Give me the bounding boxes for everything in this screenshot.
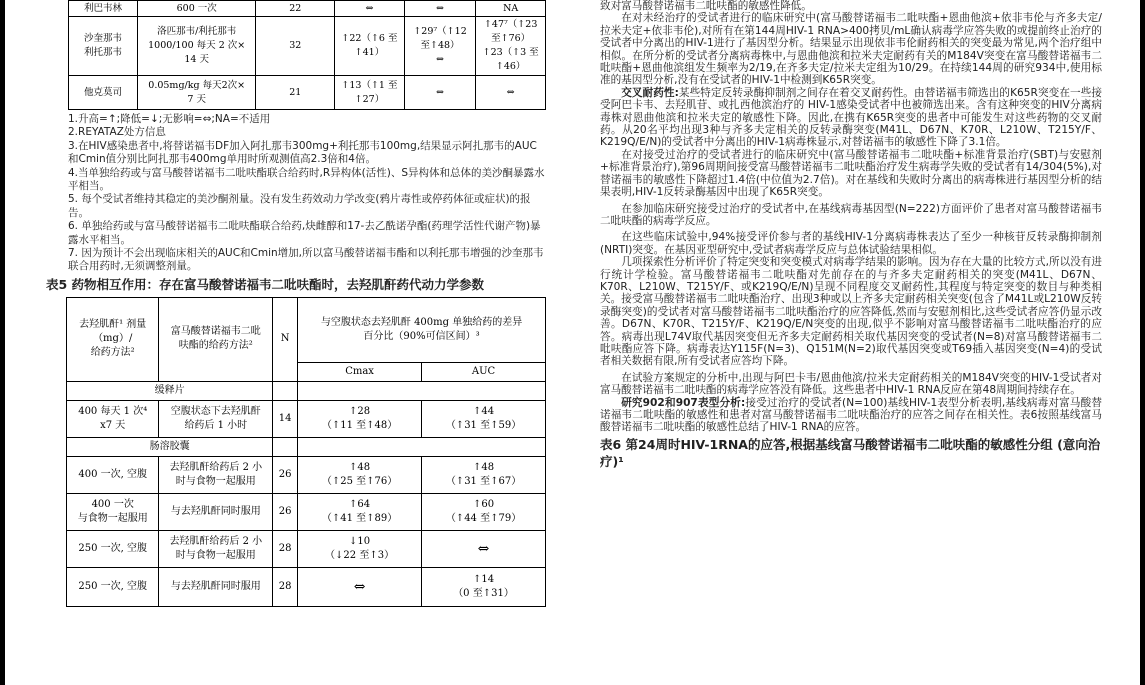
table-cell: 21 (256, 76, 335, 110)
table-footnotes (68, 113, 546, 274)
paragraph-heading: 研究902和907表型分析: (621, 396, 746, 409)
interaction-table-continued (68, 0, 546, 110)
right-column (600, 0, 1102, 470)
paragraph: 在对未经治疗的受试者进行的临床研究中(富马酸替诺福韦二吡呋酯+恩曲他滨+依非韦伦与齐多夫定/拉米夫定+依非韦伦),对所有在第144周HIV-1 RNA>400拷贝/mL确认病毒学应答失败的或提前终止治疗的受试者中分离出的HIV-1进行了基因型分析。结果显示出现依非韦伦耐药相关的突变最为常见,两个治疗组中相似。在所分析的受试者分离病毒株中,与恩曲他滨和拉米夫定耐药有关的M184V突变在富马酸替诺福韦二吡呋酯+恩曲他滨组发生频率为2/19,在齐多夫定/拉米夫定组为10/29。在持续144周的研究934中,使用标准的基因型分析,没有在受试者的HIV-1中检测到K65R突变。 (600, 12, 1102, 87)
footnote: 3.在HIV感染患者中,将替诺福韦DF加入阿扎那韦300mg+利托那韦100mg,结果显示阿扎那韦的AUC和Cmin值分别比阿扎那韦400mg单用时所观测值高2.3倍和4倍。 (68, 139, 537, 166)
header-cell: N (273, 297, 298, 381)
table-cell: ⇔ (476, 76, 546, 110)
table-cell: 利巴韦林 (69, 1, 138, 17)
table-cell: ↑48 （↑25 至↑76） (298, 456, 422, 493)
table6-caption: 表6 第24周时HIV-1RNA的应答,根据基线富马酸替诺福韦二吡呋酯的敏感性分组 (意向治疗)¹ (600, 436, 1101, 469)
footnote: 4.当单独给药或与富马酸替诺福韦二吡呋酯联合给药时,R异构体(活性)、S异构体和总体的美沙酮暴露水平相当。 (68, 166, 545, 193)
table-cell: 250 一次, 空腹 (67, 567, 159, 606)
table-cell: ⇔ (422, 530, 546, 567)
header-cell-auc: AUC (422, 362, 546, 381)
section-label: 肠溶胶囊 (67, 437, 273, 456)
table-cell (273, 437, 298, 456)
table-cell: ⇔ (404, 76, 476, 110)
table-header-row (67, 297, 546, 362)
table-row (67, 400, 546, 437)
table-cell: 去羟肌酐给药后 2 小 时与食物一起服用 (159, 530, 273, 567)
left-black-border (0, 0, 5, 685)
table-cell (298, 381, 546, 400)
table-cell: 600 一次 (137, 1, 256, 17)
paragraph: 在这些临床试验中,94%接受评价参与者的基线HIV-1分离病毒株表达了至少一种核苷反转录酶抑制剂(NRTI)突变。在基因亚型研究中,受试者病毒学反应与总体试验结果相似。 (600, 231, 1102, 256)
table-cell (273, 381, 298, 400)
paragraph: 在试验方案规定的分析中,出现与阿巴卡韦/恩曲他滨/拉米夫定耐药相关的M184V突变的HIV-1受试者对富马酸替诺福韦二吡呋酯的病毒学应答没有降低。这些患者中HIV-1 RNA反应在第48周期间持续存在。 (600, 371, 1102, 397)
paragraph: 几项探索性分析评价了特定突变和突变模式对病毒学结果的影响。因为存在大量的比较方式,所以没有进行统计学检验。富马酸替诺福韦二吡呋酯对先前存在的与齐多夫定耐药相关的突变(M41L、D67N、K70R、L210W、T215Y/F、或K219Q/E/N)呈现不同程度交叉耐药性,其程度与特定突变的数目与种类相关。接受富马酸替诺福韦二吡呋酯治疗、出现3种或以上齐多夫定耐药相关突变(包含了M41L或L210W反转录酶突变)的受试者对富马酸替诺福韦二吡呋酯治疗的应答降低,然而与安慰剂相比,这些受试者应答仍显示改善。D67N、K70R、T215Y/F、K219Q/E/N突变的出现,似乎不影响对富马酸替诺福韦二吡呋酯治疗的应答。病毒出现L74V取代基因突变但无齐多夫定耐药相关取代基因突变的受试者(N=8)对富马酸替诺福韦二吡呋酯应答下降。病毒表达Y115F(N=3)、Q151M(N=2)取代基因突变或T69插入基因突变(N=4)的受试者相关数据有限,所有受试者应答均下降。 (600, 256, 1102, 368)
table-cell: ⇔ (298, 567, 422, 606)
paragraph-heading: 交叉耐药性: (621, 86, 679, 99)
table-row (67, 567, 546, 606)
right-black-border (1140, 0, 1145, 685)
table-cell: ↑44 （↑31 至↑59） (422, 400, 546, 437)
table-cell: ↑48 （↑31 至↑67） (422, 456, 546, 493)
footnote: 6. 单独给药或与富马酸替诺福韦二吡呋酯联合给药,炔雌醇和17-去乙酰诺孕酯(药理学活性代谢产物)暴露水平相当。 (68, 220, 541, 246)
table-cell: 26 (273, 456, 298, 493)
header-cell-cmax: Cmax (298, 362, 422, 381)
table-cell: ⇔ (335, 1, 405, 17)
table-cell: NA (476, 1, 546, 17)
table-cell: ↑64 （↑41 至↑89） (298, 493, 422, 530)
table-cell: 沙奎那韦 利托那韦 (69, 17, 138, 76)
table-cell: ↑60 （↑44 至↑79） (422, 493, 546, 530)
paragraph: 研究902和907表型分析:接受过治疗的受试者(N=100)基线HIV-1表型分析表明,基线病毒对富马酸替诺福韦二吡呋酯的敏感性和患者对富马酸替诺福韦二吡呋酯治疗的应答之间存在相关性。表6按照基线富马酸替诺福韦二吡呋酯的敏感性总结了HIV-1 RNA的应答。 (600, 396, 1102, 434)
table-row (69, 76, 546, 110)
footnote: 5. 每个受试者维持其稳定的美沙酮剂量。没有发生药效动力学改变(鸦片毒性或停药体征或症状)的报告。 (68, 193, 531, 219)
footnote: 7. 因为预计不会出现临床相关的AUC和Cmin增加,所以富马酸替诺福韦酯和以利托那韦增强的沙奎那韦联合用药时,无须调整剂量。 (68, 247, 544, 273)
table-cell: 28 (273, 530, 298, 567)
table-cell: ⇔ (404, 1, 476, 17)
footnote: 1.升高=↑;降低=↓;无影响=⇔;NA=不适用 (68, 113, 271, 125)
header-cell: 富马酸替诺福韦二吡 呋酯的给药方法² (159, 297, 273, 381)
table-cell: 洛匹那韦/利托那韦 1000/100 每天 2 次× 14 天 (137, 17, 256, 76)
table-cell: 他克莫司 (69, 76, 138, 110)
table-cell: 与去羟肌酐同时服用 (159, 493, 273, 530)
table-cell: 250 一次, 空腹 (67, 530, 159, 567)
footnote: 2.REYATAZ处方信息 (68, 126, 166, 139)
table-row (69, 17, 546, 76)
section-label: 缓释片 (67, 381, 273, 400)
paragraph: 致对富马酸替诺福韦二吡呋酯的敏感性降低。 (600, 0, 812, 12)
table-cell: 400 一次 与食物一起服用 (67, 493, 159, 530)
header-cell: 去羟肌酐¹ 剂量 （mg）/ 给药方法² (67, 297, 159, 381)
table-cell: ↓10 （↓22 至↑3） (298, 530, 422, 567)
section-row (67, 381, 546, 400)
table-cell: 空腹状态下去羟肌酐 给药后 1 小时 (159, 400, 273, 437)
table-cell: ↑28 （↑11 至↑48） (298, 400, 422, 437)
paragraph: 交叉耐药性:某些特定反转录酶抑制剂之间存在着交叉耐药性。由替诺福韦筛选出的K65R突变在一些接受阿巴卡韦、去羟肌苷、或扎西他滨治疗的 HIV-1感染受试者中也被筛选出来。含有这种突变的HIV分离病毒株对恩曲他滨和拉米夫定的敏感性下降。因此,在携有K65R突变的患者中可能发生对这些药物的交叉耐药。从20名平均出现3种与齐多夫定相关的反转录酶突变(M41L、D67N、K70R、L210W、T215Y/F、K219Q/E/N)的受试者中分离出的HIV-1病毒株显示,对替诺福韦的敏感性下降了3.1倍。 (600, 86, 1102, 149)
paragraph: 在对接受过治疗的受试者进行的临床研究中(富马酸替诺福韦二吡呋酯+标准背景治疗(SBT)与安慰剂+标准背景治疗),第96周期间接受富马酸替诺福韦二吡呋酯治疗发生病毒学失败的受试者有14/304(5%),对替诺福韦的敏感性下降超过1.4倍(中位值为2.7倍)。对在基线和失败时分离出的病毒株进行基因型分析的结果表明,HIV-1反转录酶基因中出现了K65R突变。 (600, 148, 1102, 199)
table-cell: ↑14 （0 至↑31） (422, 567, 546, 606)
table-cell: 28 (273, 567, 298, 606)
table-row (67, 493, 546, 530)
table-cell: ↑13（↑1 至 ↑27） (335, 76, 405, 110)
table-row (67, 456, 546, 493)
table-cell: 去羟肌酐给药后 2 小 时与食物一起服用 (159, 456, 273, 493)
table-cell: 14 (273, 400, 298, 437)
section-row (67, 437, 546, 456)
table-cell (298, 437, 546, 456)
left-column (46, 0, 546, 607)
table5 (66, 297, 546, 607)
table-cell: ↑29⁷（↑12 至↑48） ⇔ (404, 17, 476, 76)
paragraph: 在参加临床研究接受过治疗的受试者中,在基线病毒基因型(N=222)方面评价了患者对富马酸替诺福韦二吡呋酯的病毒学反应。 (600, 202, 1102, 227)
header-cell: 与空腹状态去羟肌酐 400mg 单独给药的差异 百分比（90%可信区间）³ (298, 297, 546, 362)
table-cell: 400 每天 1 次⁴ x7 天 (67, 400, 159, 437)
table-row (69, 1, 546, 17)
table-cell: 400 一次, 空腹 (67, 456, 159, 493)
table-cell: ↑47⁷（↑23 至↑76） ↑23（↑3 至 ↑46） (476, 17, 546, 76)
table-cell: 26 (273, 493, 298, 530)
table-row (67, 530, 546, 567)
table-cell: 与去羟肌酐同时服用 (159, 567, 273, 606)
table-cell: ↑22（↑6 至 ↑41） (335, 17, 405, 76)
table-cell: 22 (256, 1, 335, 17)
table-cell: 0.05mg/kg 每天2次× 7 天 (137, 76, 256, 110)
table5-caption: 表5 药物相互作用：存在富马酸替诺福韦二吡呋酯时，去羟肌酐药代动力学参数 (46, 276, 485, 292)
table-cell: 32 (256, 17, 335, 76)
